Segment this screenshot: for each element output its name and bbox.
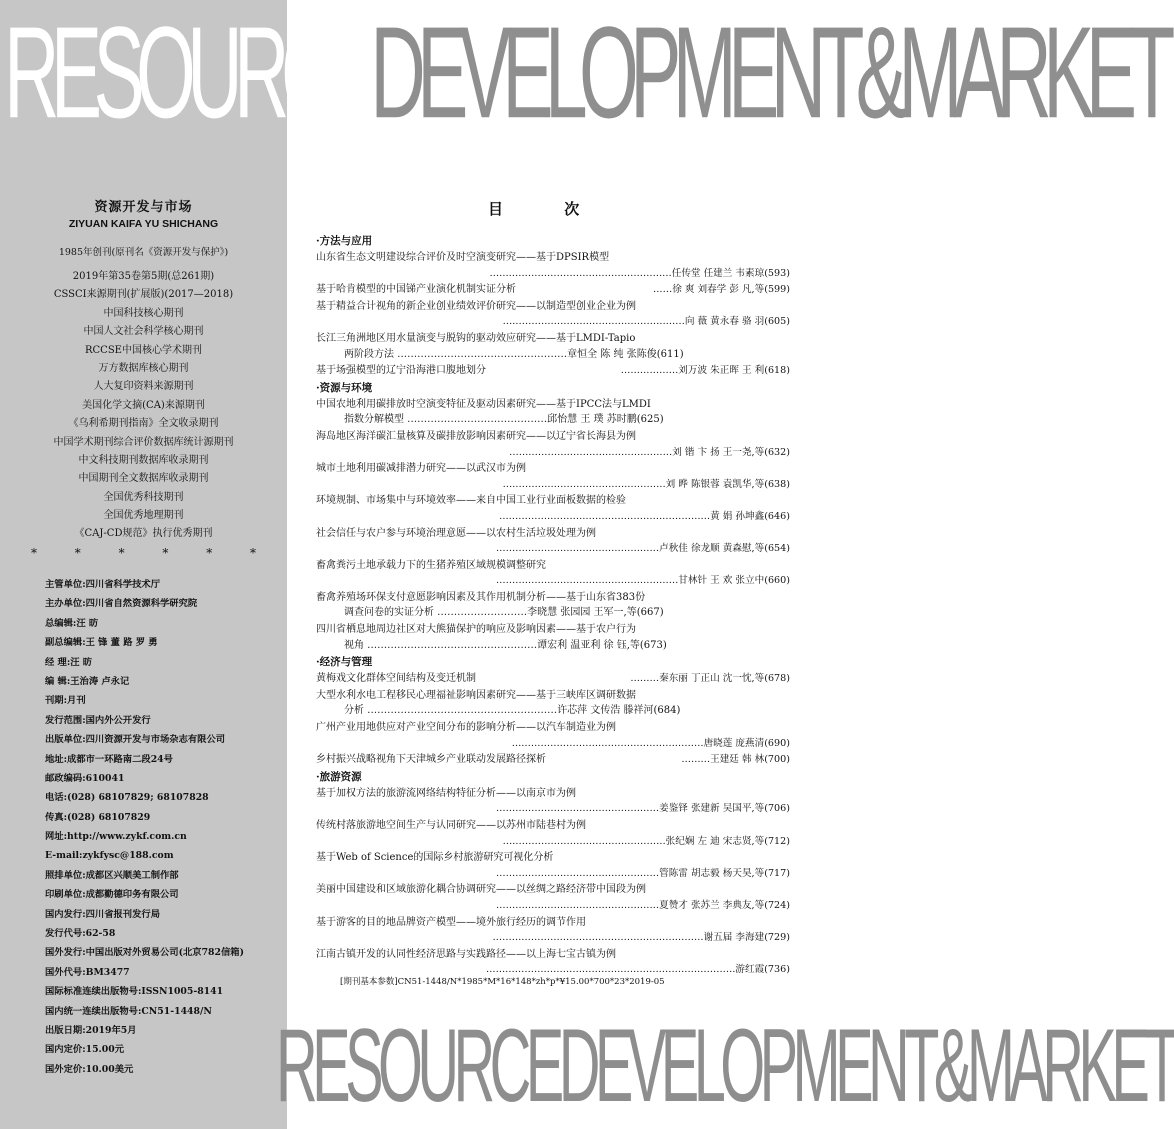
entry-authors-page: ……………………………………………管陈雷 胡志毅 杨天昊,等(717) (496, 867, 790, 879)
entry-authors-page: …………………………………………………………谢五届 李海建(729) (492, 932, 790, 944)
entry-authors-page: ………………刘万波 朱正晖 王 利(618) (620, 365, 790, 377)
publication-item: 主管单位:四川省科学技术厅 (45, 579, 160, 590)
publication-item: 编 辑:王治涛 卢永记 (45, 675, 130, 687)
index-item: 中文科技期刊数据库收录期刊 (78, 454, 209, 466)
toc-entry (316, 331, 790, 362)
bottom-banner-title: RESOURCEDEVELOPMENT&MARKET (276, 1008, 1174, 1124)
entry-title: 社会信任与农户参与环境治理意愿——以农村生活垃圾处理为例 (316, 527, 596, 539)
publication-item: 经 理:汪 昉 (45, 656, 93, 668)
publication-item: 国外定价:10.00美元 (45, 1063, 134, 1075)
index-item: 中国人文社会科学核心期刊 (83, 326, 204, 338)
toc-entry (316, 526, 790, 557)
index-item: 《乌利希期刊指南》全文收录期刊 (68, 418, 219, 430)
toc-entry (316, 299, 790, 330)
table-of-contents (316, 233, 790, 979)
toc-entry (316, 671, 790, 687)
toc-entry (316, 282, 790, 298)
entry-authors-page: ………王建廷 韩 林(700) (681, 754, 790, 766)
index-item: 万方数据库核心期刊 (98, 362, 189, 374)
index-item: RCCSE中国核心学术期刊 (85, 344, 202, 356)
index-item: 中国科技核心期刊 (103, 307, 184, 319)
entry-title: 山东省生态文明建设综合评价及时空演变研究——基于DPSIR模型 (316, 252, 610, 263)
entry-title: 乡村振兴战略视角下天津城乡产业联动发展路径探析 (316, 754, 546, 766)
entry-authors-page: ……………………………………………刘 晔 陈银蓉 袁凯华,等(638) (502, 478, 790, 490)
entry-authors-page: ……………………………………………夏赞才 张苏兰 李典友,等(724) (496, 899, 790, 911)
publication-item: 传真:(028) 68107829 (45, 811, 151, 823)
publication-item: 照排单位:成都区兴顺美工制作部 (45, 869, 179, 881)
publication-item: 国外代号:BM3477 (45, 966, 130, 978)
entry-title: 海岛地区海洋碳汇量核算及碳排放影响因素研究——以辽宁省长海县为例 (316, 430, 636, 442)
publication-item: 国内统一连续出版物号:CN51-1448/N (45, 1005, 212, 1017)
publication-item: 印刷单位:成都勤德印务有限公司 (45, 889, 179, 901)
publication-item: 地址:成都市一环路南二段24号 (45, 753, 173, 765)
entry-title: 美丽中国建设和区域旅游化耦合协调研究——以丝绸之路经济带中国段为例 (316, 884, 646, 896)
entry-title: 江南古镇开发的认同性经济思路与实践路径——以上海七宝古镇为例 (316, 948, 616, 960)
banner-left-word: RESOURCE (4, 0, 371, 146)
entry-authors-page: …………………………………………………甘林针 王 欢 张立中(660) (496, 575, 790, 587)
index-item: 中国学术期刊综合评价数据库统计源期刊 (53, 436, 234, 448)
publication-item: 国内发行:四川省报刊发行局 (45, 908, 160, 920)
index-list (0, 268, 287, 544)
entry-title: 基于精益合计视角的新企业创业绩效评价研究——以制造型创业企业为例 (316, 300, 636, 312)
entry-authors-page: ……………………………………………卢秋佳 徐龙顺 黄森慰,等(654) (496, 543, 790, 555)
index-item: 人大复印资料来源期刊 (93, 381, 194, 393)
toc-entry (316, 250, 790, 281)
entry-authors-page: ………秦东丽 丁正山 沈一忱,等(678) (630, 673, 790, 685)
publication-item: E-mail:zykfysc@188.com (45, 850, 174, 862)
entry-title: 基于Web of Science的国际乡村旅游研究可视化分析 (316, 852, 554, 864)
entry-authors-page: …………………………………………………………黄 娟 孙坤鑫(646) (499, 510, 790, 522)
journal-info (0, 196, 287, 560)
entry-authors-page: …………………………………………………任传堂 任建兰 韦素琼(593) (489, 267, 790, 279)
journal-title-cn: 资源开发与市场 (94, 200, 193, 215)
entry-title: 环境规制、市场集中与环境效率——来自中国工业行业面板数据的检验 (316, 495, 626, 507)
toc-entry (316, 558, 790, 589)
entry-title: 传统村落旅游地空间生产与认同研究——以苏州市陆巷村为例 (316, 820, 586, 831)
entry-title-continued: 两阶段方法 ……………………………………………章恒全 陈 纯 张陈俊(611) (344, 348, 684, 360)
toc-entry (316, 590, 790, 621)
toc-entry (316, 915, 790, 946)
entry-title: 中国农地利用碳排放时空演变特征及驱动因素研究——基于IPCC法与LMDI (316, 398, 651, 410)
toc-entry (316, 752, 790, 768)
toc-entry (316, 850, 790, 881)
toc-section-heading: ·方法与应用 (316, 235, 373, 247)
bottom-banner (276, 1000, 1174, 1129)
toc-entry (316, 461, 790, 492)
entry-title: 城市土地利用碳减排潜力研究——以武汉市为例 (316, 463, 526, 475)
entry-authors-page: ……徐 爽 刘春学 彭 凡,等(599) (653, 284, 790, 296)
entry-title: 黄梅戏文化群体空间结构及变迁机制 (316, 673, 476, 685)
entry-title: 基于加权方法的旅游流网络结构特征分析——以南京市为例 (316, 787, 576, 799)
entry-title-continued: 指数分解模型 ……………………………………邱怡慧 王 璞 苏时鹏(625) (344, 414, 664, 426)
publication-item: 发行代号:62-58 (45, 928, 116, 940)
entry-title-continued: 视角 ……………………………………………谭宏利 温亚利 徐 钰,等(673) (344, 639, 667, 651)
entry-title-continued: 分析 …………………………………………………许芯萍 文传浩 滕祥河(684) (344, 705, 681, 717)
publication-item: 总编辑:汪 昉 (45, 617, 99, 629)
journal-params: [期刊基本参数]CN51-1448/N*1985*M*16*148*zh*p*¥15.00*700*23*2019-05 (340, 977, 665, 987)
publication-item: 副总编辑:王 锋 董 路 罗 勇 (45, 637, 158, 649)
entry-authors-page: ……………………………………………张纪娴 左 迪 宋志贤,等(712) (502, 835, 790, 847)
publication-info (45, 575, 290, 1079)
toc-entry (316, 720, 790, 751)
top-banner (0, 0, 1167, 150)
entry-authors-page: ……………………………………………刘 锴 卞 扬 王一尧,等(632) (509, 446, 790, 458)
banner-title (4, 0, 1167, 146)
publication-item: 出版单位:四川资源开发与市场杂志有限公司 (45, 734, 226, 746)
publication-item: 电话:(028) 68107829; 68107828 (45, 792, 209, 804)
publication-item: 国外发行:中国出版对外贸易公司(北京782信箱) (45, 947, 244, 959)
entry-title: 基于哈肯模型的中国锑产业演化机制实证分析 (316, 284, 516, 296)
publication-item: 国内定价:15.00元 (45, 1044, 125, 1056)
toc-entry (316, 622, 790, 653)
publication-item: 主办单位:四川省自然资源科学研究院 (45, 598, 198, 610)
entry-title: 四川省栖息地周边社区对大熊猫保护的响应及影响因素——基于农户行为 (316, 624, 636, 636)
entry-title: 大型水利水电工程移民心理福祉影响因素研究——基于三峡库区调研数据 (316, 689, 636, 701)
journal-title-pinyin: ZIYUAN KAIFA YU SHICHANG (68, 218, 219, 230)
entry-title: 基于场强模型的辽宁沿海港口腹地划分 (316, 365, 486, 377)
index-item: CSSCI来源期刊(扩展版)(2017—2018) (53, 289, 234, 301)
stars-divider: * * * * * * (30, 545, 274, 560)
toc-entry (316, 363, 790, 379)
index-item: 全国优秀科技期刊 (103, 491, 184, 503)
publication-item: 发行范围:国内外公开发行 (45, 714, 151, 726)
entry-title: 广州产业用地供应对产业空间分布的影响分析——以汽车制造业为例 (316, 722, 616, 734)
entry-title: 畜禽养殖场环保支付意愿影响因素及其作用机制分析——基于山东省383份 (316, 591, 646, 603)
toc-entry (316, 882, 790, 913)
publication-item: 网址:http://www.zykf.com.cn (45, 831, 187, 843)
toc-entry (316, 818, 790, 849)
toc-section-heading: ·资源与环境 (316, 381, 373, 394)
toc-entry (316, 429, 790, 460)
entry-title-continued: 调查问卷的实证分析 ………………………李晓慧 张园园 王军一,等(667) (344, 607, 664, 619)
entry-authors-page: ……………………………………………………唐晓莲 庞燕清(690) (511, 737, 790, 749)
index-item: 《CAJ-CD规范》执行优秀期刊 (74, 528, 213, 540)
entry-authors-page: ……………………………………………………………………游红霞(736) (485, 964, 790, 976)
entry-title: 畜禽粪污土地承载力下的生猪养殖区域规模调整研究 (316, 559, 546, 571)
founded-note: 1985年创刊(原刊名《资源开发与保护》) (58, 247, 229, 258)
toc-section-heading: ·经济与管理 (316, 656, 373, 669)
toc-entry (316, 493, 790, 524)
publication-item: 国际标准连续出版物号:ISSN1005-8141 (45, 986, 224, 998)
toc-entry (316, 397, 790, 428)
index-item: 中国期刊全文数据库收录期刊 (78, 473, 209, 485)
publication-item: 刊期:月刊 (45, 695, 86, 707)
publication-item: 邮政编码:610041 (45, 772, 125, 784)
toc-entry (316, 947, 790, 978)
entry-title: 基于游客的目的地品牌资产模型——境外旅行经历的调节作用 (316, 916, 586, 928)
toc-section-heading: ·旅游资源 (316, 770, 362, 783)
index-item: 全国优秀地理期刊 (103, 510, 184, 522)
entry-authors-page: …………………………………………………向 薇 黄永春 骆 羽(605) (502, 316, 790, 328)
toc-entry (316, 786, 790, 817)
entry-title: 长江三角洲地区用水量演变与脱钩的驱动效应研究——基于LMDI-Tapio (316, 332, 636, 344)
entry-authors-page: ……………………………………………姜鉴铎 张建新 吴国平,等(706) (496, 803, 790, 815)
publication-item: 出版日期:2019年5月 (45, 1024, 137, 1036)
index-item: 2019年第35卷第5期(总261期) (72, 271, 215, 282)
toc-entry (316, 688, 790, 719)
toc-title: 目 次 (488, 200, 608, 218)
index-item: 美国化学文摘(CA)来源期刊 (82, 399, 205, 411)
banner-right-word: DEVELOPMENT&MARKET (370, 0, 1167, 146)
